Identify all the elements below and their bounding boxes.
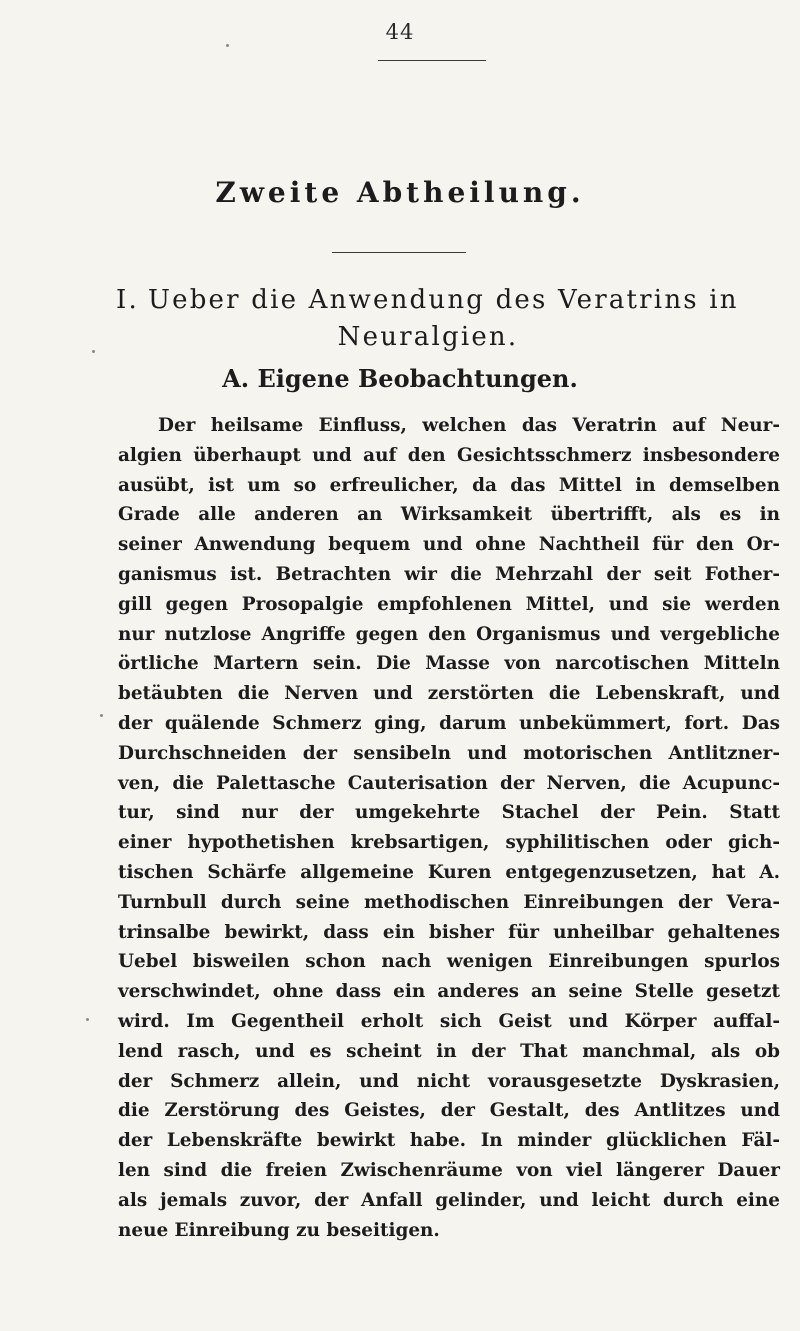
text-line: lend rasch, und es scheint in der That manchmal, als ob bbox=[118, 1040, 780, 1062]
text-line: gill gegen Prosopalgie empfohlenen Mittel, und sie werden bbox=[118, 593, 780, 615]
text-line: ausübt, ist um so erfreulicher, da das Mittel in demselben bbox=[118, 474, 780, 496]
text-line: Uebel bisweilen schon nach wenigen Einreibungen spurlos bbox=[118, 951, 780, 973]
text-line: algien überhaupt und auf den Gesichtsschmerz insbesondere bbox=[118, 444, 780, 466]
text-line: einer hypothetishen krebsartigen, syphilitischen oder gich- bbox=[118, 832, 780, 854]
page-number: 44 bbox=[385, 20, 415, 44]
text-line: der Lebenskräfte bewirkt habe. In minder glücklichen Fäl- bbox=[118, 1130, 780, 1152]
chapter-title bbox=[116, 282, 776, 356]
chapter-title-line-1: Ueber die Anwendung des Veratrins in bbox=[148, 285, 739, 315]
paper-speck bbox=[100, 714, 103, 717]
text-line: nur nutzlose Angriffe gegen den Organismus und vergebliche bbox=[118, 623, 780, 645]
body-text bbox=[118, 411, 780, 1245]
paper-speck bbox=[92, 350, 95, 353]
chapter-number: I. bbox=[116, 285, 139, 315]
text-line: tur, sind nur der umgekehrte Stachel der Pein. Statt bbox=[118, 802, 780, 824]
paper-speck bbox=[226, 44, 229, 47]
text-line: trinsalbe bewirkt, dass ein bisher für unheilbar gehaltenes bbox=[118, 921, 780, 943]
text-line: verschwindet, ohne dass ein anderes an seine Stelle gesetzt bbox=[118, 981, 780, 1003]
text-line: ven, die Palettasche Cauterisation der Nerven, die Acupunc- bbox=[118, 772, 780, 794]
section-divider bbox=[332, 252, 466, 253]
text-line: betäubten die Nerven und zerstörten die Lebenskraft, und bbox=[118, 683, 780, 705]
text-line: len sind die freien Zwischenräume von viel längerer Dauer bbox=[118, 1159, 780, 1181]
text-line: Grade alle anderen an Wirksamkeit übertrifft, als es in bbox=[118, 504, 780, 526]
text-line: der quälende Schmerz ging, darum unbekümmert, fort. Das bbox=[118, 712, 780, 734]
text-line: Turnbull durch seine methodischen Einreibungen der Vera- bbox=[118, 891, 780, 913]
text-line: tischen Schärfe allgemeine Kuren entgegenzusetzen, hat A. bbox=[118, 861, 780, 883]
chapter-title-line-2: Neuralgien. bbox=[337, 322, 519, 352]
text-line: als jemals zuvor, der Anfall gelinder, und leicht durch eine bbox=[118, 1189, 780, 1211]
section-heading: Zweite Abtheilung. bbox=[215, 176, 585, 209]
text-line: ganismus ist. Betrachten wir die Mehrzahl der seit Fother- bbox=[118, 563, 780, 585]
text-line: die Zerstörung des Geistes, der Gestalt, des Antlitzes und bbox=[118, 1100, 780, 1122]
subheading: A. Eigene Beobachtungen. bbox=[222, 364, 578, 393]
paper-speck bbox=[86, 1018, 89, 1021]
text-line: neue Einreibung zu beseitigen. bbox=[118, 1219, 440, 1241]
text-line: seiner Anwendung bequem und ohne Nachtheil für den Or- bbox=[118, 534, 780, 556]
text-line: der Schmerz allein, und nicht vorausgesetzte Dyskrasien, bbox=[118, 1070, 780, 1092]
text-line: örtliche Martern sein. Die Masse von narcotischen Mitteln bbox=[118, 653, 780, 675]
text-line: Der heilsame Einfluss, welchen das Veratrin auf Neur- bbox=[158, 415, 780, 436]
header-rule bbox=[378, 60, 486, 61]
text-line: Durchschneiden der sensibeln und motorischen Antlitzner- bbox=[118, 742, 780, 764]
text-line: wird. Im Gegentheil erholt sich Geist und Körper auffal- bbox=[118, 1010, 780, 1032]
